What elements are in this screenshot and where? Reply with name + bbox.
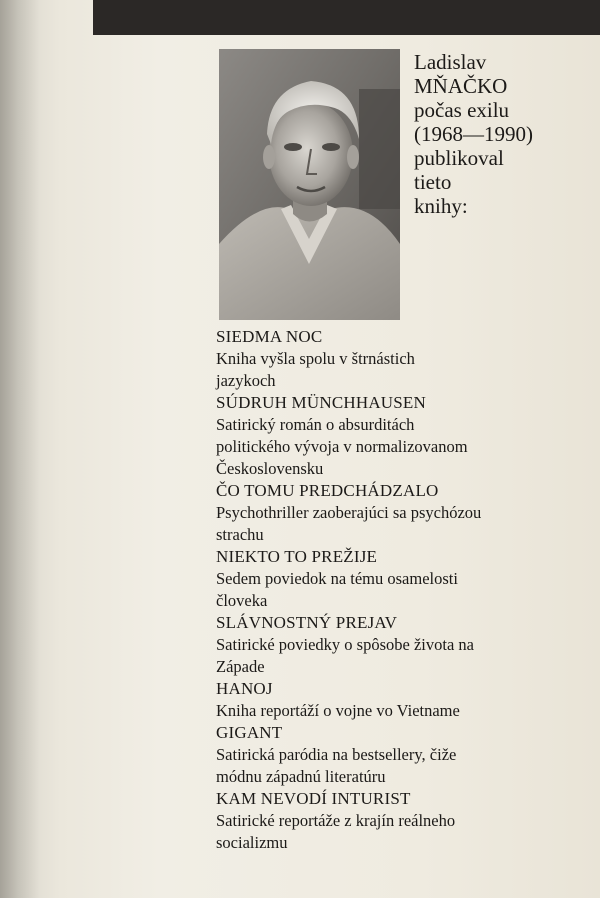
- book-description-line: človeka: [216, 591, 268, 610]
- book-description-line: Psychothriller zaoberajúci sa psychózou: [216, 503, 482, 522]
- book-entry: [216, 546, 596, 612]
- book-description-line: Satirická paródia na bestsellery, čiže: [216, 745, 457, 764]
- book-entry: [216, 326, 596, 392]
- book-entry: [216, 392, 596, 480]
- intro-line: počas exilu: [414, 98, 510, 122]
- intro-line: tieto: [414, 170, 452, 194]
- book-description-line: jazykoch: [216, 371, 276, 390]
- book-title: NIEKTO TO PREŽIJE: [216, 547, 378, 566]
- book-description-line: Sedem poviedok na tému osamelosti: [216, 569, 458, 588]
- book-description-line: Kniha vyšla spolu v štrnástich: [216, 349, 415, 368]
- book-list: [216, 326, 596, 854]
- author-portrait-photo: [219, 49, 400, 320]
- book-title: SLÁVNOSTNÝ PREJAV: [216, 613, 398, 632]
- book-title: ČO TOMU PREDCHÁDZALO: [216, 481, 439, 500]
- book-entry: [216, 722, 596, 788]
- book-entry: [216, 480, 596, 546]
- top-dark-band: [93, 0, 600, 35]
- book-description-line: Satirické reportáže z krajín reálneho: [216, 811, 456, 830]
- book-description-line: politického vývoja v normalizovanom: [216, 437, 468, 456]
- intro-line: publikoval: [414, 146, 504, 170]
- book-description-line: Západe: [216, 657, 265, 676]
- book-description-line: Československu: [216, 459, 324, 478]
- book-entry: [216, 612, 596, 678]
- gutter-shadow: [0, 0, 40, 898]
- book-entry: [216, 678, 596, 722]
- author-name: MŇAČKO: [414, 74, 508, 98]
- book-description-line: Kniha reportáží o vojne vo Vietname: [216, 701, 460, 720]
- book-entry: [216, 788, 596, 854]
- book-description-line: Satirické poviedky o spôsobe života na: [216, 635, 474, 654]
- book-title: HANOJ: [216, 679, 273, 698]
- book-title: SÚDRUH MÜNCHHAUSEN: [216, 393, 426, 412]
- intro-text: [414, 50, 594, 218]
- intro-line: Ladislav: [414, 50, 487, 74]
- book-title: KAM NEVODÍ INTURIST: [216, 789, 411, 808]
- intro-line: (1968—1990): [414, 122, 533, 146]
- intro-line: knihy:: [414, 194, 468, 218]
- book-title: SIEDMA NOC: [216, 327, 323, 346]
- book-description-line: strachu: [216, 525, 264, 544]
- book-title: GIGANT: [216, 723, 283, 742]
- book-description-line: módnu západnú literatúru: [216, 767, 386, 786]
- book-description-line: socializmu: [216, 833, 288, 852]
- book-description-line: Satirický román o absurditách: [216, 415, 415, 434]
